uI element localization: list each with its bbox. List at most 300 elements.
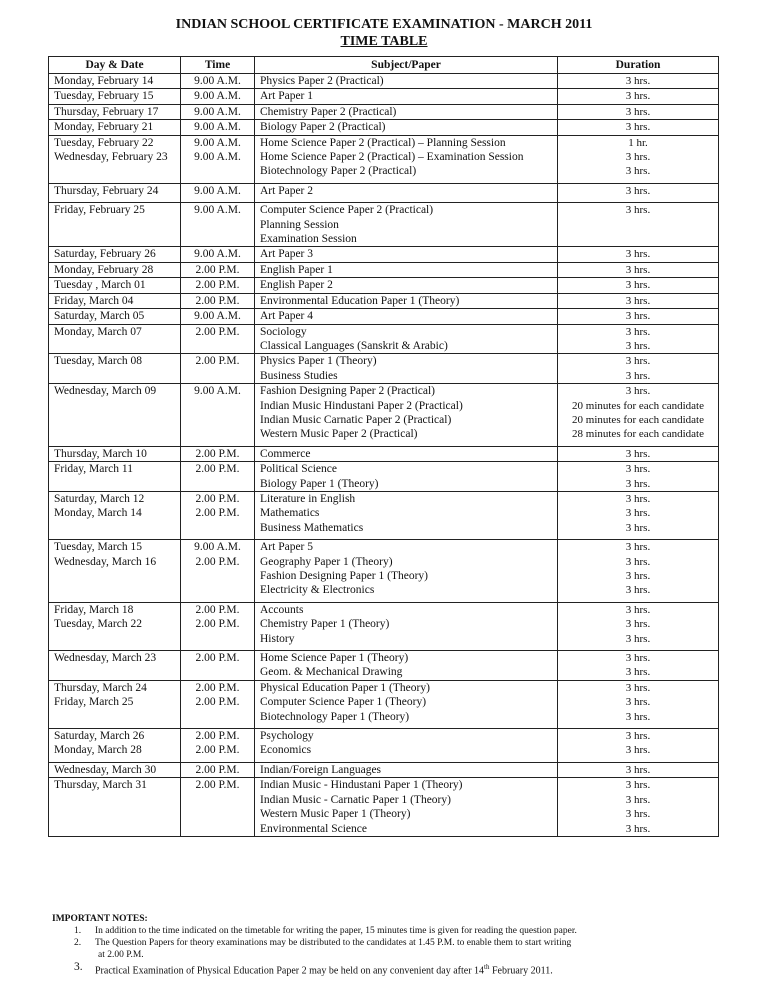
note-2 xyxy=(52,937,752,961)
table-row xyxy=(49,762,719,777)
table-row xyxy=(49,89,719,104)
table-row xyxy=(49,680,719,728)
subject-cell xyxy=(255,293,558,308)
table-row xyxy=(49,104,719,119)
subject-cell xyxy=(255,462,558,492)
table-row xyxy=(49,120,719,135)
time-line: 2.00 P.M. xyxy=(195,744,240,757)
subject-line: Art Paper 3 xyxy=(260,248,314,261)
duration-line: 3 hrs. xyxy=(625,90,651,103)
subject-line: Biology Paper 2 (Practical) xyxy=(260,121,386,134)
duration-line: 3 hrs. xyxy=(625,632,651,645)
subject-cell xyxy=(255,778,558,837)
duration-line: 3 hrs. xyxy=(625,369,651,382)
note-number: 3. xyxy=(74,961,83,973)
subject-line: Psychology xyxy=(260,730,314,743)
duration-cell xyxy=(558,89,719,104)
time-line: 9.00 A.M. xyxy=(194,151,241,164)
duration-line: 3 hrs. xyxy=(625,696,651,709)
duration-cell xyxy=(558,135,719,183)
duration-line: 3 hrs. xyxy=(625,339,651,352)
subject-cell xyxy=(255,74,558,89)
subject-cell xyxy=(255,247,558,262)
duration-cell xyxy=(558,729,719,763)
duration-cell xyxy=(558,762,719,777)
time-cell xyxy=(181,729,255,763)
day-cell xyxy=(49,309,181,324)
time-line: 9.00 A.M. xyxy=(194,121,241,134)
duration-line: 3 hrs. xyxy=(625,151,651,164)
day-line: Monday, March 14 xyxy=(54,507,142,520)
day-cell xyxy=(49,354,181,384)
duration-line: 3 hrs. xyxy=(625,681,651,694)
table-row xyxy=(49,247,719,262)
subject-line: Indian Music - Hindustani Paper 1 (Theory) xyxy=(260,779,463,792)
day-line: Tuesday, February 15 xyxy=(54,90,154,103)
subject-line: Indian Music - Carnatic Paper 1 (Theory) xyxy=(260,793,451,806)
day-line: Wednesday, February 23 xyxy=(54,151,168,164)
time-cell xyxy=(181,120,255,135)
day-cell xyxy=(49,104,181,119)
subject-line: Fashion Designing Paper 1 (Theory) xyxy=(260,570,428,582)
duration-line: 3 hrs. xyxy=(625,294,651,307)
subject-line: Biotechnology Paper 2 (Practical) xyxy=(260,165,417,178)
time-line: 2.00 P.M. xyxy=(195,507,240,520)
day-line: Friday, March 18 xyxy=(54,603,134,616)
duration-line: 3 hrs. xyxy=(625,325,651,338)
time-line: 9.00 A.M. xyxy=(194,75,241,87)
table-row xyxy=(49,540,719,603)
duration-cell xyxy=(558,651,719,681)
day-line: Monday, February 28 xyxy=(54,263,154,276)
time-line: 2.00 P.M. xyxy=(195,652,240,665)
duration-cell xyxy=(558,309,719,324)
duration-line: 3 hrs. xyxy=(625,385,651,398)
duration-line: 1 hr. xyxy=(628,136,648,149)
day-line: Tuesday , March 01 xyxy=(54,279,146,292)
time-cell xyxy=(181,104,255,119)
table-row xyxy=(49,778,719,837)
day-cell xyxy=(49,324,181,354)
note-text-continued: at 2.00 P.M. xyxy=(98,950,144,960)
note-text-after: February 2011. xyxy=(489,965,553,977)
time-cell xyxy=(181,540,255,603)
day-cell xyxy=(49,183,181,202)
duration-line: 3 hrs. xyxy=(625,507,651,520)
subject-line: Geography Paper 1 (Theory) xyxy=(260,555,393,568)
subject-line: Home Science Paper 2 (Practical) – Planning Session xyxy=(260,136,506,149)
day-cell xyxy=(49,89,181,104)
day-line: Wednesday, March 23 xyxy=(54,652,157,665)
time-cell xyxy=(181,778,255,837)
subject-line: English Paper 1 xyxy=(260,263,333,276)
table-row xyxy=(49,278,719,293)
day-line: Monday, February 14 xyxy=(54,75,154,87)
duration-cell xyxy=(558,183,719,202)
time-line: 9.00 A.M. xyxy=(194,248,241,261)
time-cell xyxy=(181,278,255,293)
duration-line: 3 hrs. xyxy=(625,822,651,835)
duration-cell xyxy=(558,262,719,277)
time-line: 2.00 P.M. xyxy=(195,696,240,709)
duration-line: 3 hrs. xyxy=(625,248,651,261)
time-line: 9.00 A.M. xyxy=(194,310,241,323)
note-text: The Question Papers for theory examinations may be distributed to the candidates at 1.45 P.M. to enable them to start writing xyxy=(95,938,572,948)
day-line: Saturday, February 26 xyxy=(54,248,156,261)
subject-cell xyxy=(255,651,558,681)
note-3 xyxy=(52,961,752,977)
duration-line: 3 hrs. xyxy=(625,355,651,368)
header-subject-paper: Subject/Paper xyxy=(255,57,558,74)
time-cell xyxy=(181,247,255,262)
header-duration: Duration xyxy=(558,57,719,74)
day-cell xyxy=(49,762,181,777)
note-number: 2. xyxy=(74,938,82,948)
subject-cell xyxy=(255,540,558,603)
day-cell xyxy=(49,278,181,293)
time-cell xyxy=(181,262,255,277)
table-row xyxy=(49,729,719,763)
day-cell xyxy=(49,247,181,262)
subject-line: Fashion Designing Paper 2 (Practical) xyxy=(260,385,436,398)
day-cell xyxy=(49,262,181,277)
time-line: 2.00 P.M. xyxy=(195,294,240,307)
important-notes xyxy=(52,913,752,977)
duration-line: 3 hrs. xyxy=(625,263,651,276)
time-cell xyxy=(181,384,255,447)
time-line: 2.00 P.M. xyxy=(195,603,240,616)
table-row xyxy=(49,446,719,461)
duration-line: 3 hrs. xyxy=(625,105,651,118)
subject-cell xyxy=(255,183,558,202)
document-title: INDIAN SCHOOL CERTIFICATE EXAMINATION - MARCH 2011 xyxy=(175,17,593,32)
day-cell xyxy=(49,680,181,728)
table-row xyxy=(49,384,719,447)
duration-line: 3 hrs. xyxy=(625,463,651,476)
subject-line: Economics xyxy=(260,744,312,757)
time-line: 2.00 P.M. xyxy=(195,555,240,568)
table-row xyxy=(49,354,719,384)
duration-cell xyxy=(558,324,719,354)
day-line: Friday, March 04 xyxy=(54,294,134,307)
duration-line: 3 hrs. xyxy=(625,763,651,776)
subject-cell xyxy=(255,104,558,119)
subject-line: Art Paper 4 xyxy=(260,310,314,323)
duration-line: 3 hrs. xyxy=(625,584,651,597)
day-cell xyxy=(49,540,181,603)
table-row xyxy=(49,183,719,202)
table-row xyxy=(49,324,719,354)
subject-line: Art Paper 1 xyxy=(260,90,314,103)
table-row xyxy=(49,135,719,183)
day-line: Tuesday, March 15 xyxy=(54,541,142,554)
day-cell xyxy=(49,384,181,447)
subject-cell xyxy=(255,680,558,728)
subject-cell xyxy=(255,89,558,104)
day-line: Thursday, March 10 xyxy=(54,447,147,460)
time-cell xyxy=(181,651,255,681)
day-cell xyxy=(49,293,181,308)
subject-line: Physical Education Paper 1 (Theory) xyxy=(260,681,430,694)
day-line: Monday, March 28 xyxy=(54,744,142,757)
subject-cell xyxy=(255,324,558,354)
day-line: Thursday, February 24 xyxy=(54,184,159,197)
day-line: Friday, March 25 xyxy=(54,696,134,709)
duration-cell xyxy=(558,778,719,837)
duration-cell xyxy=(558,602,719,650)
day-cell xyxy=(49,778,181,837)
day-line: Tuesday, February 22 xyxy=(54,136,154,149)
timetable xyxy=(48,56,719,837)
table-row xyxy=(49,203,719,247)
time-line: 2.00 P.M. xyxy=(195,447,240,460)
time-line: 9.00 A.M. xyxy=(194,184,241,197)
time-cell xyxy=(181,293,255,308)
subject-line: Indian Music Hindustani Paper 2 (Practical) xyxy=(260,399,463,412)
document-subtitle: TIME TABLE xyxy=(340,34,428,49)
subject-line: Accounts xyxy=(260,603,304,616)
day-line: Monday, February 21 xyxy=(54,121,154,134)
timetable-body xyxy=(49,74,719,837)
table-row xyxy=(49,74,719,89)
duration-line: 3 hrs. xyxy=(625,779,651,792)
duration-line: 3 hrs. xyxy=(625,652,651,665)
day-cell xyxy=(49,120,181,135)
time-cell xyxy=(181,491,255,539)
duration-line: 3 hrs. xyxy=(625,492,651,505)
duration-line: 3 hrs. xyxy=(625,793,651,806)
duration-line: 3 hrs. xyxy=(625,666,651,679)
duration-line: 3 hrs. xyxy=(625,618,651,631)
day-cell xyxy=(49,491,181,539)
time-cell xyxy=(181,89,255,104)
subject-line: Chemistry Paper 2 (Practical) xyxy=(260,105,397,118)
duration-cell xyxy=(558,540,719,603)
duration-cell xyxy=(558,491,719,539)
note-text: Practical Examination of Physical Education Paper 2 may be held on any convenient day after 14 xyxy=(95,965,485,977)
time-cell xyxy=(181,324,255,354)
duration-line: 3 hrs. xyxy=(625,204,651,217)
subject-line: Literature in English xyxy=(260,492,356,505)
subject-cell xyxy=(255,354,558,384)
duration-line: 3 hrs. xyxy=(625,279,651,292)
duration-cell xyxy=(558,247,719,262)
duration-line: 3 hrs. xyxy=(625,184,651,197)
subject-line: Physics Paper 1 (Theory) xyxy=(260,355,377,368)
subject-line: Planning Session xyxy=(260,218,339,231)
duration-line: 3 hrs. xyxy=(625,310,651,323)
subject-line: Mathematics xyxy=(260,507,320,520)
subject-line: Art Paper 5 xyxy=(260,541,314,554)
table-row xyxy=(49,262,719,277)
subject-cell xyxy=(255,203,558,247)
subject-line: Sociology xyxy=(260,325,307,338)
subject-line: Physics Paper 2 (Practical) xyxy=(260,75,384,87)
subject-line: Indian/Foreign Languages xyxy=(260,763,382,776)
duration-line: 3 hrs. xyxy=(625,447,651,460)
time-line: 9.00 A.M. xyxy=(194,105,241,118)
subject-line: Business Studies xyxy=(260,369,338,382)
subject-line: Chemistry Paper 1 (Theory) xyxy=(260,618,390,631)
subject-line: Western Music Paper 1 (Theory) xyxy=(260,808,411,821)
subject-cell xyxy=(255,120,558,135)
day-line: Saturday, March 05 xyxy=(54,310,145,323)
duration-cell xyxy=(558,120,719,135)
table-row xyxy=(49,651,719,681)
subject-cell xyxy=(255,729,558,763)
time-cell xyxy=(181,203,255,247)
duration-cell xyxy=(558,278,719,293)
subject-cell xyxy=(255,278,558,293)
time-line: 2.00 P.M. xyxy=(195,492,240,505)
duration-line: 3 hrs. xyxy=(625,75,651,87)
subject-cell xyxy=(255,602,558,650)
subject-line: Business Mathematics xyxy=(260,521,364,534)
subject-line: Environmental Science xyxy=(260,822,367,835)
time-line: 2.00 P.M. xyxy=(195,618,240,631)
subject-line: Electricity & Electronics xyxy=(260,584,375,597)
day-line: Thursday, March 24 xyxy=(54,681,147,694)
duration-line: 3 hrs. xyxy=(625,744,651,757)
table-row xyxy=(49,309,719,324)
subject-line: Geom. & Mechanical Drawing xyxy=(260,666,403,679)
duration-cell xyxy=(558,104,719,119)
duration-cell xyxy=(558,446,719,461)
subject-line: Biology Paper 1 (Theory) xyxy=(260,477,379,490)
duration-line: 3 hrs. xyxy=(625,521,651,534)
duration-line: 3 hrs. xyxy=(625,121,651,134)
time-cell xyxy=(181,354,255,384)
day-cell xyxy=(49,651,181,681)
header-day-date: Day & Date xyxy=(49,57,181,74)
subject-line: Computer Science Paper 2 (Practical) xyxy=(260,204,434,217)
duration-line: 3 hrs. xyxy=(625,570,651,582)
table-header-row xyxy=(49,57,719,74)
time-line: 2.00 P.M. xyxy=(195,279,240,292)
subject-line: Commerce xyxy=(260,447,311,460)
time-line: 9.00 A.M. xyxy=(194,90,241,103)
duration-cell xyxy=(558,74,719,89)
time-cell xyxy=(181,74,255,89)
table-row xyxy=(49,602,719,650)
time-line: 2.00 P.M. xyxy=(195,325,240,338)
table-row xyxy=(49,491,719,539)
time-line: 2.00 P.M. xyxy=(195,763,240,776)
duration-line: 3 hrs. xyxy=(625,603,651,616)
subject-line: English Paper 2 xyxy=(260,279,333,292)
subject-cell xyxy=(255,762,558,777)
note-superscript: th xyxy=(484,963,490,971)
subject-cell xyxy=(255,384,558,447)
subject-line: Examination Session xyxy=(260,233,357,246)
time-cell xyxy=(181,680,255,728)
duration-line: 3 hrs. xyxy=(625,165,651,178)
subject-line: Political Science xyxy=(260,463,337,476)
duration-line: 3 hrs. xyxy=(625,730,651,743)
time-cell xyxy=(181,446,255,461)
duration-line: 3 hrs. xyxy=(625,555,651,568)
subject-cell xyxy=(255,446,558,461)
day-line: Saturday, March 12 xyxy=(54,492,145,505)
duration-cell xyxy=(558,384,719,447)
subject-line: History xyxy=(260,632,295,645)
header-time: Time xyxy=(181,57,255,74)
day-line: Saturday, March 26 xyxy=(54,730,145,743)
subject-line: Home Science Paper 1 (Theory) xyxy=(260,652,409,665)
subject-line: Western Music Paper 2 (Practical) xyxy=(260,428,418,441)
day-cell xyxy=(49,602,181,650)
time-line: 2.00 P.M. xyxy=(195,779,240,792)
day-line: Tuesday, March 08 xyxy=(54,355,142,368)
day-line: Wednesday, March 09 xyxy=(54,385,157,398)
duration-cell xyxy=(558,462,719,492)
day-line: Friday, March 11 xyxy=(54,463,133,476)
time-line: 2.00 P.M. xyxy=(195,355,240,368)
day-cell xyxy=(49,729,181,763)
time-cell xyxy=(181,602,255,650)
duration-line: 3 hrs. xyxy=(625,710,651,723)
day-line: Monday, March 07 xyxy=(54,325,142,338)
duration-cell xyxy=(558,354,719,384)
duration-cell xyxy=(558,203,719,247)
time-line: 9.00 A.M. xyxy=(194,385,241,398)
day-cell xyxy=(49,135,181,183)
note-number: 1. xyxy=(74,926,82,936)
day-line: Tuesday, March 22 xyxy=(54,618,142,631)
time-cell xyxy=(181,462,255,492)
day-line: Thursday, February 17 xyxy=(54,105,159,118)
subject-line: Computer Science Paper 1 (Theory) xyxy=(260,696,427,709)
time-cell xyxy=(181,762,255,777)
duration-line: 28 minutes for each candidate xyxy=(572,428,704,441)
subject-line: Environmental Education Paper 1 (Theory) xyxy=(260,294,460,307)
time-line: 9.00 A.M. xyxy=(194,136,241,149)
subject-line: Indian Music Carnatic Paper 2 (Practical) xyxy=(260,413,452,426)
day-cell xyxy=(49,446,181,461)
time-cell xyxy=(181,183,255,202)
table-row xyxy=(49,462,719,492)
duration-line: 3 hrs. xyxy=(625,477,651,490)
subject-cell xyxy=(255,262,558,277)
day-line: Friday, February 25 xyxy=(54,204,145,217)
time-line: 2.00 P.M. xyxy=(195,463,240,476)
time-line: 2.00 P.M. xyxy=(195,263,240,276)
subject-cell xyxy=(255,309,558,324)
day-cell xyxy=(49,74,181,89)
table-row xyxy=(49,293,719,308)
notes-heading: IMPORTANT NOTES: xyxy=(52,914,148,924)
day-cell xyxy=(49,462,181,492)
day-line: Wednesday, March 30 xyxy=(54,763,157,776)
day-cell xyxy=(49,203,181,247)
time-line: 9.00 A.M. xyxy=(194,541,241,554)
time-line: 2.00 P.M. xyxy=(195,730,240,743)
time-line: 9.00 A.M. xyxy=(194,204,241,217)
time-cell xyxy=(181,309,255,324)
day-line: Thursday, March 31 xyxy=(54,779,147,792)
subject-cell xyxy=(255,135,558,183)
subject-line: Classical Languages (Sanskrit & Arabic) xyxy=(260,339,448,352)
duration-cell xyxy=(558,680,719,728)
day-line: Wednesday, March 16 xyxy=(54,555,157,568)
time-cell xyxy=(181,135,255,183)
duration-line: 20 minutes for each candidate xyxy=(572,399,704,412)
subject-line: Art Paper 2 xyxy=(260,184,314,197)
time-line: 2.00 P.M. xyxy=(195,681,240,694)
note-1 xyxy=(52,925,752,937)
subject-cell xyxy=(255,491,558,539)
duration-line: 20 minutes for each candidate xyxy=(572,413,704,426)
